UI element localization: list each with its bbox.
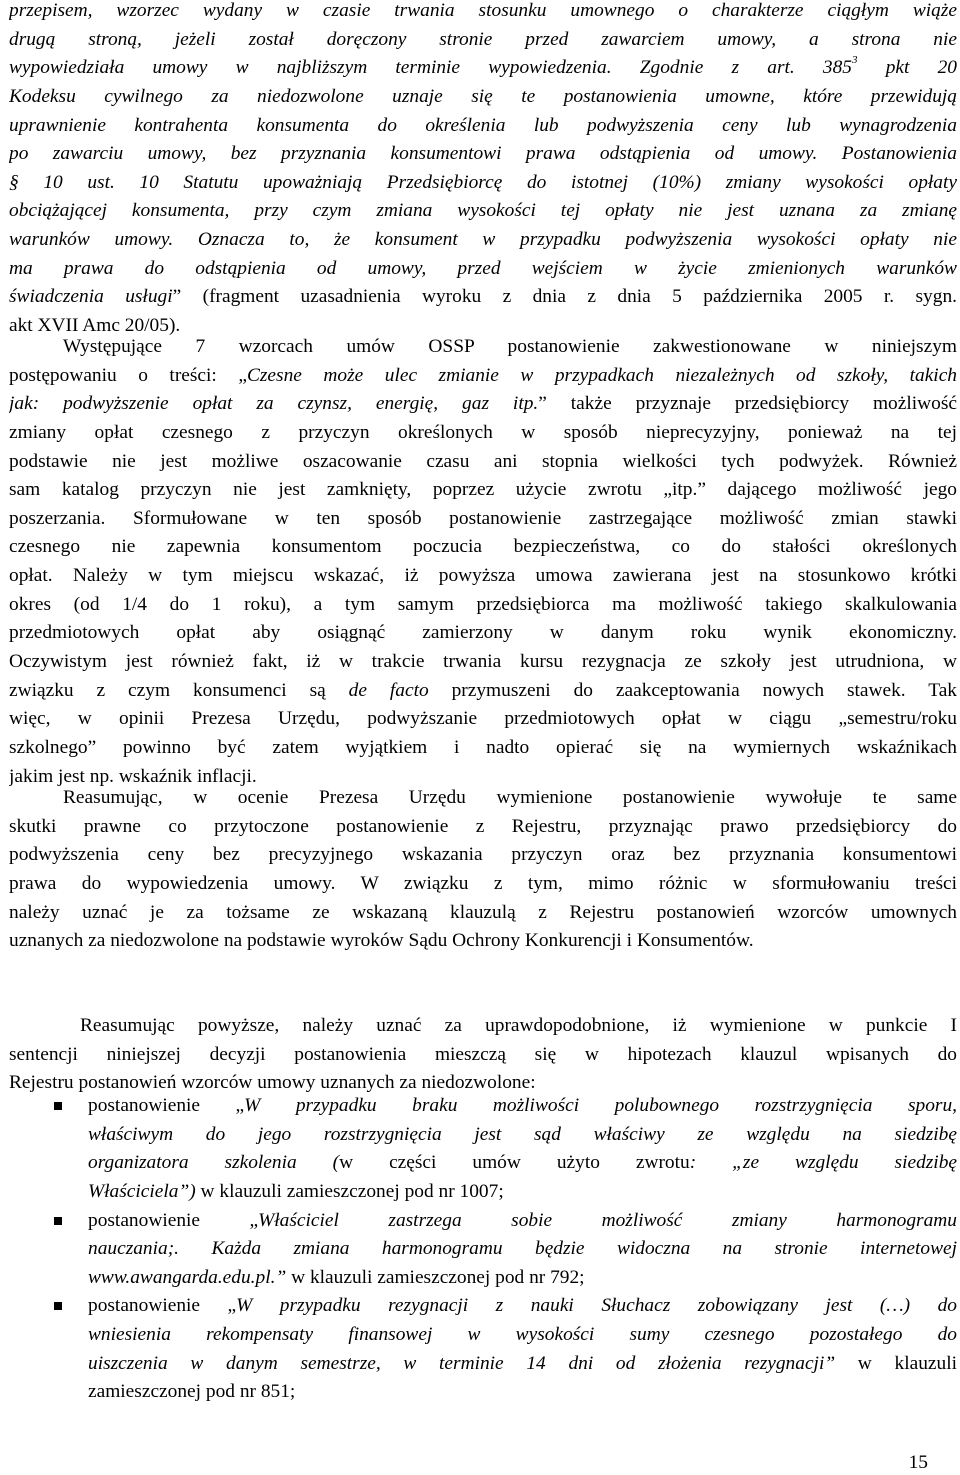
text-line: Rejestru postanowień wzorców umowy uznanych za niedozwolone:: [9, 1072, 536, 1094]
text-line: § 10 ust. 10 Statutu upoważniają Przedsiębiorcę do istotnej (10%) zmiany wysokości opłaty: [9, 171, 957, 193]
superscript: 3: [852, 54, 858, 66]
text-line: podstawie nie jest możliwe oszacowanie czasu ani stopnia wielkości tych podwyżek. Również: [9, 450, 957, 472]
paragraph-conclusion: [9, 1012, 957, 1098]
text-line: uznanych za niedozwolone na podstawie wyroków Sądu Ochrony Konkurencji i Konsumentów.: [9, 930, 754, 952]
text-line: zmiany opłat czesnego z przyczyn określonych w sposób nieprecyzyjny, ponieważ na tej: [9, 421, 957, 443]
clause-list: [9, 1092, 957, 1407]
text-line: związku z czym konsumenci są de facto przymuszeni do zaakceptowania nowych stawek. Tak: [9, 679, 957, 701]
text-line: warunków umowy. Oznacza to, że konsument w przypadku podwyższenia wysokości opłaty nie: [9, 229, 957, 251]
text-line: skutki prawne co przytoczone postanowienie z Rejestru, przyznając prawo przedsiębiorcy do: [9, 815, 957, 837]
text-line: jak: podwyższenie opłat za czynsz, energię, gaz itp.” także przyznaje przedsiębiorcy możliwość: [9, 393, 957, 415]
text-line: wypowiedziała umowy w najbliższym terminie wypowiedzenia. Zgodnie z art. $385^3$ pkt 20: [9, 54, 957, 79]
text-line: świadczenia usługi” (fragment uzasadnienia wyroku z dnia z dnia 5 października 2005 r. sygn.: [9, 286, 957, 308]
text-line: Kodeksu cywilnego za niedozwolone uznaje się te postanowienia umowne, które przewidują: [9, 85, 957, 107]
text-line: uprawnienie kontrahenta konsumenta do określenia lub podwyższenia ceny lub wynagrodzenia: [9, 114, 957, 136]
page-number: 15: [908, 1452, 928, 1473]
text-line: akt XVII Amc 20/05).: [9, 315, 181, 337]
bullet-square-icon: [54, 1217, 62, 1225]
text-line: właściwym do jego rozstrzygnięcia jest sąd właściwy ze względu na siedzibę: [88, 1123, 957, 1145]
text-line: należy uznać je za tożsame ze wskazaną klauzulą z Rejestru postanowień wzorców umownych: [9, 901, 957, 923]
text-line: okres (od 1/4 do 1 roku), a tym samym przedsiębiorca ma możliwość takiego skalkulowania: [9, 593, 957, 615]
text-line: prawa do wypowiedzenia umowy. W związku z tym, mimo różnic w sformułowaniu treści: [9, 872, 957, 894]
text-line: przepisem, wzorzec wydany w czasie trwania stosunku umownego o charakterze ciągłym wiąże: [9, 0, 957, 21]
text-line: sam katalog przyczyn nie jest zamknięty, poprzez użycie zwrotu „itp.” dającego możliwość jego: [9, 479, 957, 501]
text-line: obciążającej konsumenta, przy czym zmiana wysokości tej opłaty nie jest uznana za zmianę: [9, 200, 957, 222]
text-line: przedmiotowych opłat aby osiągnąć zamierzony w danym roku wynik ekonomiczny.: [9, 622, 957, 644]
text-line: nauczania;. Każda zmiana harmonogramu będzie widoczna na stronie internetowej: [88, 1238, 957, 1260]
text-line: zamieszczonej pod nr 851;: [88, 1381, 296, 1403]
bullet-square-icon: [54, 1302, 62, 1310]
text-line: Oczywistym jest również fakt, iż w trakcie trwania kursu rezygnacja ze szkoły jest utrudniona, w: [9, 651, 957, 673]
text-line: po zawarciu umowy, bez przyznania konsumentowi prawa odstąpienia od umowy. Postanowienia: [9, 143, 957, 165]
list-item: [9, 1207, 957, 1293]
text-line: postanowienie „W przypadku rezygnacji z nauki Słuchacz zobowiązany jest (…) do: [88, 1295, 957, 1317]
text-line: drugą stroną, jeżeli został doręczony stronie przed zawarciem umowy, a strona nie: [9, 28, 957, 50]
list-item: [9, 1092, 957, 1207]
bullet-square-icon: [54, 1102, 62, 1110]
text-line: organizatora szkolenia (w części umów użyto zwrotu: „ze względu siedzibę: [88, 1152, 957, 1174]
text-line: sentencji niniejszej decyzji postanowienia mieszczą się w hipotezach klauzul wpisanych do: [9, 1043, 957, 1065]
list-item: [9, 1292, 957, 1407]
text-line: www.awangarda.edu.pl.” w klauzuli zamieszczonej pod nr 792;: [88, 1266, 585, 1288]
text-line: czesnego nie zapewnia konsumentom poczucia bezpieczeństwa, co do stałości określonych: [9, 536, 957, 558]
text-line: uiszczenia w danym semestrze, w terminie 14 dni od złożenia rezygnacji” w klauzuli: [88, 1352, 957, 1374]
paragraph-quote-continuation: [9, 0, 957, 341]
text-line: podwyższenia ceny bez precyzyjnego wskazania przyczyn oraz bez przyznania konsumentowi: [9, 844, 957, 866]
text-line: Reasumując powyższe, należy uznać za uprawdopodobnione, iż wymienione w punkcie I: [80, 1015, 957, 1036]
text-line: szkolnego” powinno być zatem wyjątkiem i nadto opierać się na wymiernych wskaźnikach: [9, 736, 957, 758]
text-line: jakim jest np. wskaźnik inflacji.: [9, 765, 257, 787]
paragraph-ossp-clause: [9, 333, 957, 791]
text-line: postępowaniu o treści: „Czesne może ulec zmianie w przypadkach niezależnych od szkoły, takich: [9, 364, 957, 386]
text-line: postanowienie „W przypadku braku możliwości polubownego rozstrzygnięcia sporu,: [88, 1095, 957, 1116]
text-line: Właściciela”) w klauzuli zamieszczonej pod nr 1007;: [88, 1180, 504, 1202]
text-line: wniesienia rekompensaty finansowej w wysokości sumy czesnego pozostałego do: [88, 1324, 957, 1346]
text-line: opłat. Należy w tym miejscu wskazać, iż powyższa umowa zawierana jest na stosunkowo krótki: [9, 565, 957, 587]
text-line: Reasumując, w ocenie Prezesa Urzędu wymienione postanowienie wywołuje te same: [63, 787, 957, 808]
text-line: postanowienie „Właściciel zastrzega sobie możliwość zmiany harmonogramu: [88, 1209, 957, 1231]
text-line: Występujące 7 wzorcach umów OSSP postanowienie zakwestionowane w niniejszym: [63, 336, 957, 357]
text-line: więc, w opinii Prezesa Urzędu, podwyższanie przedmiotowych opłat w ciągu „semestru/roku: [9, 708, 957, 730]
text-line: poszerzania. Sformułowane w ten sposób postanowienie zastrzegające możliwość zmian stawki: [9, 507, 957, 529]
paragraph-summary: [9, 784, 957, 956]
text-line: ma prawa do odstąpienia od umowy, przed wejściem w życie zmienionych warunków: [9, 257, 957, 279]
